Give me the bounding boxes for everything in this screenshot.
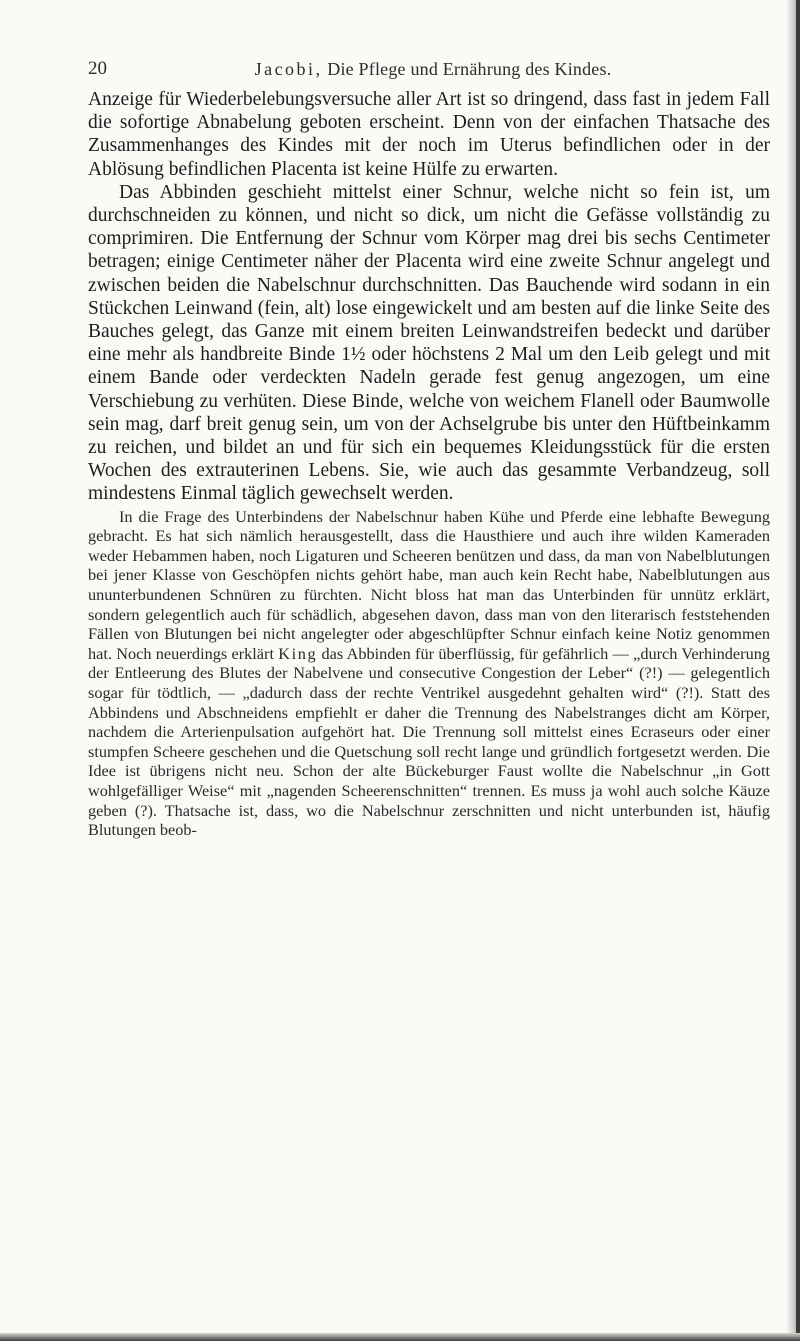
paragraph-3-small-print: [88, 507, 770, 840]
body-text: [88, 88, 770, 840]
running-title-author: Jacobi,: [254, 59, 323, 79]
running-title-text: Die Pflege und Ernährung des Kindes.: [327, 59, 612, 79]
paragraph-1-text: Anzeige für Wiederbelebungsversuche aller Art ist so dringend, dass fast in jedem Fall die sofortige Abnabelung geboten erscheint. Denn von der einfachen Thatsache des Zusammenhanges des Kindes mit der noch im Uterus befindlichen oder in der Ablösung befindlichen Placenta ist keine Hülfe zu erwarten.: [88, 89, 770, 180]
running-header: [88, 58, 778, 82]
page-number: 20: [88, 58, 107, 79]
paragraph-1: [88, 88, 770, 181]
running-title: [88, 59, 778, 80]
author-name-king: King: [278, 643, 318, 663]
paragraph-2: [88, 181, 770, 506]
paragraph-3-text-b: das Abbinden für überflüssig, für gefährlich — „durch Verhinderung der Entleerung des Blutes der Nabelvene und consecutive Congestion der Leber“ (?!) — gelegentlich sogar für tödtlich, — „dadurch dass der rechte Ventrikel ausgedehnt gehalten wird“ (?!). Statt des Abbindens und Abschneidens empfiehlt er daher die Trennung des Nabelstranges dicht am Körper, nachdem die Arterienpulsation aufgehört hat. Die Trennung soll mittelst eines Ecraseurs oder einer stumpfen Scheere geschehen und die Quetschung soll recht lange und gründlich fortgesetzt werden. Die Idee ist übrigens nicht neu. Schon der alte Bückeburger Faust wollte die Nabelschnur „in Gott wohlgefälliger Weise“ mit „nagenden Scheerenschnitten“ trennen. Es muss ja wohl auch solche Käuze geben (?). Thatsache ist, dass, wo die Nabelschnur zerschnitten und nicht unterbunden ist, häufig Blutungen beob-: [88, 643, 770, 840]
paragraph-3-text-a: In die Frage des Unterbindens der Nabelschnur haben Kühe und Pferde eine lebhafte Bewegung gebracht. Es hat sich nämlich herausgestellt, dass die Hausthiere und auch ihre wilden Kameraden weder Hebammen haben, noch Ligaturen und Scheeren benützen und dass, da man von Nabelblutungen bei jener Klasse von Geschöpfen nichts gehört habe, man auch kein Recht habe, Nabelblutungen aus ununterbundenen Schnüren zu fürchten. Nicht bloss hat man das Unterbinden für unnütz erklärt, sondern gelegentlich auch für schädlich, abgesehen davon, dass man von den literarisch feststehenden Fällen von Blutungen bei nicht angelegter oder abgeschlüpfter Schnur einfach keine Notiz genommen hat. Noch neuerdings erklärt: [88, 506, 770, 663]
scan-edge-dark: [796, 0, 800, 1341]
scan-bottom-edge: [0, 1333, 800, 1341]
paragraph-2-text: Das Abbinden geschieht mittelst einer Schnur, welche nicht so fein ist, um durchschneiden zu können, und nicht so dick, um nicht die Gefässe vollständig zu comprimiren. Die Entfernung der Schnur vom Körper mag drei bis sechs Centimeter betragen; einige Centimeter näher der Placenta wird eine zweite Schnur angelegt und zwischen beiden die Nabelschnur durchschnitten. Das Bauchende wird sodann in ein Stückchen Leinwand (fein, alt) lose eingewickelt und am besten auf die linke Seite des Bauches gelegt, das Ganze mit einem breiten Leinwandstreifen bedeckt und darüber eine mehr als handbreite Binde 1½ oder höchstens 2 Mal um den Leib gelegt und mit einem Bande oder verdeckten Nadeln gerade fest genug angezogen, um eine Verschiebung zu verhüten. Diese Binde, welche von weichem Flanell oder Baumwolle sein mag, darf breit genug sein, um von der Achselgrube bis unter den Hüftbeinkamm zu reichen, und bildet an und für sich ein bequemes Kleidungsstück für die ersten Wochen des extrauterinen Lebens. Sie, wie auch das gesammte Verbandzeug, soll mindestens Einmal täglich gewechselt werden.: [88, 181, 770, 505]
